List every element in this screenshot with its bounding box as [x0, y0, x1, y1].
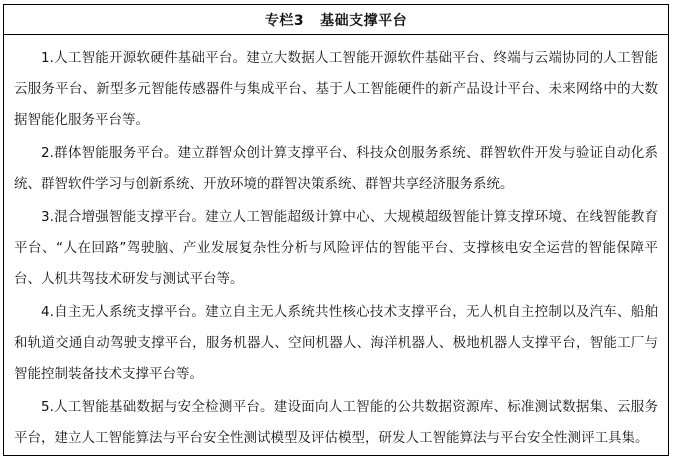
platform-item-3: 3.混合增强智能支撑平台。建立人工智能超级计算中心、大规模超级智能计算支撑环境、在线智能教育平台、“人在回路”驾驶脑、产业发展复杂性分析与风险评估的智能平台、支撑核电安全运营的智能保障平台、人机共驾技术研发与测试平台等。 [14, 209, 658, 287]
platform-item-4: 4.自主无人系统支撑平台。建立自主无人系统共性核心技术支撑平台，无人机自主控制以及汽车、船舶和轨道交通自动驾驶支撑平台，服务机器人、空间机器人、海洋机器人、极地机器人支撑平台，智能工厂与智能控制装备技术支撑平台等。 [14, 304, 658, 382]
box-label: 专栏3 [264, 12, 305, 29]
platform-item-2: 2.群体智能服务平台。建立群智众创计算支撑平台、科技众创服务系统、群智软件开发与验证自动化系统、群智软件学习与创新系统、开放环境的群智决策系统、群智共享经济服务系统。 [14, 145, 658, 192]
platform-item-1: 1.人工智能开源软硬件基础平台。建立大数据人工智能开源软件基础平台、终端与云端协同的人工智能云服务平台、新型多元智能传感器件与集成平台、基于人工智能硬件的新产品设计平台、未来网络中的大数据智能化服务平台等。 [14, 50, 658, 128]
box-body [4, 35, 668, 454]
platform-item-5: 5.人工智能基础数据与安全检测平台。建设面向人工智能的公共数据资源库、标准测试数据集、云服务平台，建立人工智能算法与平台安全性测试模型及评估模型，研发人工智能算法与平台安全性测评工具集。 [14, 399, 658, 446]
info-box [3, 4, 669, 456]
box-title: 基础支撑平台 [320, 12, 408, 29]
box-header [4, 5, 668, 35]
